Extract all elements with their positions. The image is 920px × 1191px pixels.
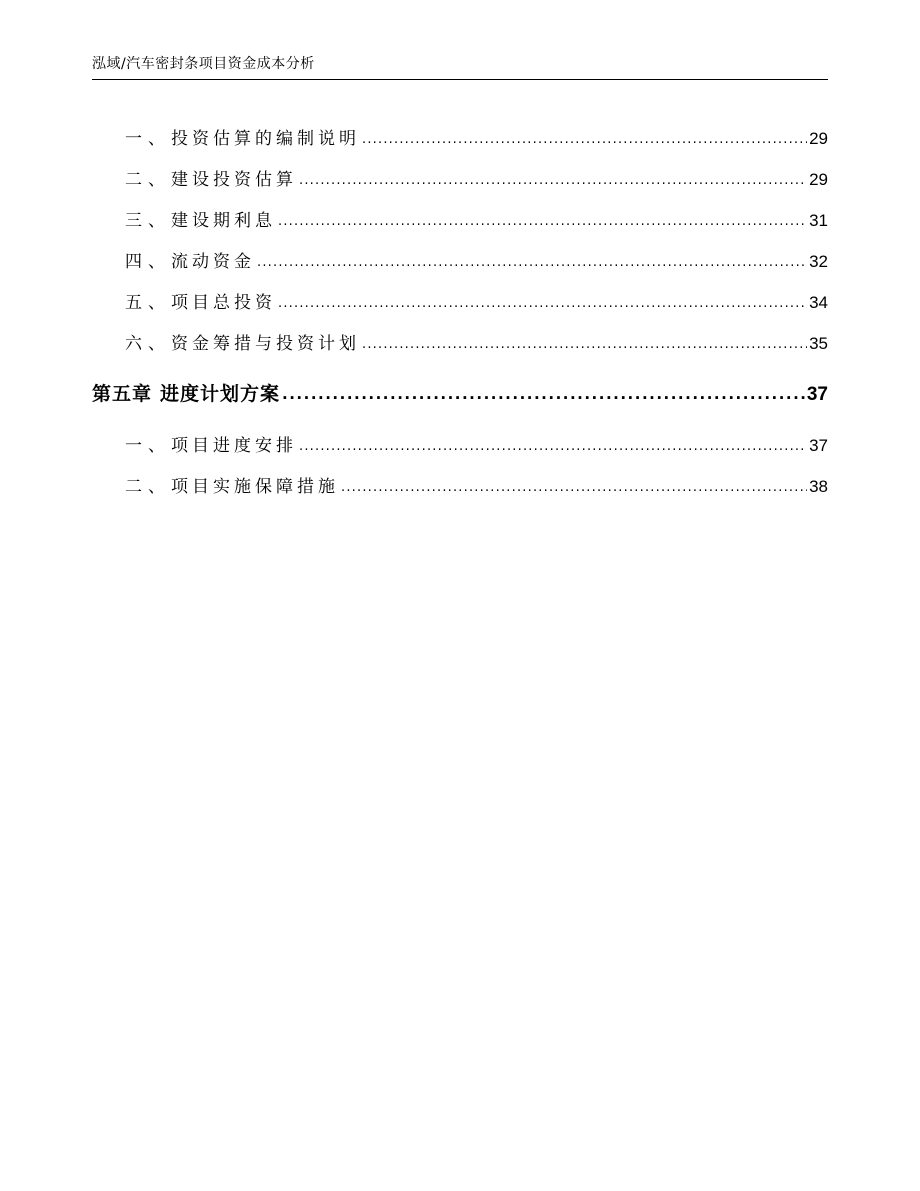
toc-entry-number: 二、 [125,170,171,190]
toc-leader-dots [278,210,807,230]
toc-entry-title: 项目总投资 [171,293,276,313]
toc-entry-page: 32 [809,252,828,271]
toc-entry[interactable] [92,206,828,231]
toc-leader-dots [362,333,807,353]
toc-entry[interactable] [92,329,828,354]
toc-leader-dots [341,476,807,496]
toc-leader-dots [282,382,805,404]
toc-chapter-title: 进度计划方案 [160,383,281,405]
toc-leader-dots [362,128,807,148]
toc-entry-title: 流动资金 [171,252,255,272]
toc-entry-number: 六、 [125,334,171,354]
toc-entry[interactable] [92,431,828,456]
toc-chapter-number: 第五章 [92,383,153,405]
toc-leader-dots [299,435,807,455]
toc-entry[interactable] [92,288,828,313]
toc-chapter-page: 37 [806,384,828,405]
toc-entry-number: 四、 [125,252,171,272]
toc-entry[interactable] [92,247,828,272]
toc-leader-dots [257,251,807,271]
toc-entry-page: 35 [809,334,828,353]
toc-entry-title: 建设投资估算 [171,170,297,190]
toc-entry-number: 二、 [125,477,171,497]
toc-entry-page: 38 [809,477,828,496]
toc-entry-number: 五、 [125,293,171,313]
toc-chapter-entry[interactable] [92,379,828,406]
toc-entry-title: 项目实施保障措施 [171,477,339,497]
toc-entry-number: 三、 [125,211,171,231]
running-header: 泓域/汽车密封条项目资金成本分析 [92,56,315,72]
toc-leader-dots [278,292,807,312]
toc-entry-title: 建设期利息 [171,211,276,231]
toc-entry-title: 项目进度安排 [171,436,297,456]
toc-entry-title: 投资估算的编制说明 [171,129,360,149]
toc-leader-dots [299,169,807,189]
header-rule [92,79,828,80]
toc-entry[interactable] [92,165,828,190]
toc-entry-number: 一、 [125,129,171,149]
toc-entry[interactable] [92,124,828,149]
toc-entry-page: 29 [809,170,828,189]
toc-entry-page: 37 [809,436,828,455]
toc-entry-title: 资金筹措与投资计划 [171,334,360,354]
toc-entry-page: 29 [809,129,828,148]
toc-entry-page: 34 [809,293,828,312]
toc-entry[interactable] [92,472,828,497]
toc-entry-page: 31 [809,211,828,230]
toc-entry-number: 一、 [125,436,171,456]
